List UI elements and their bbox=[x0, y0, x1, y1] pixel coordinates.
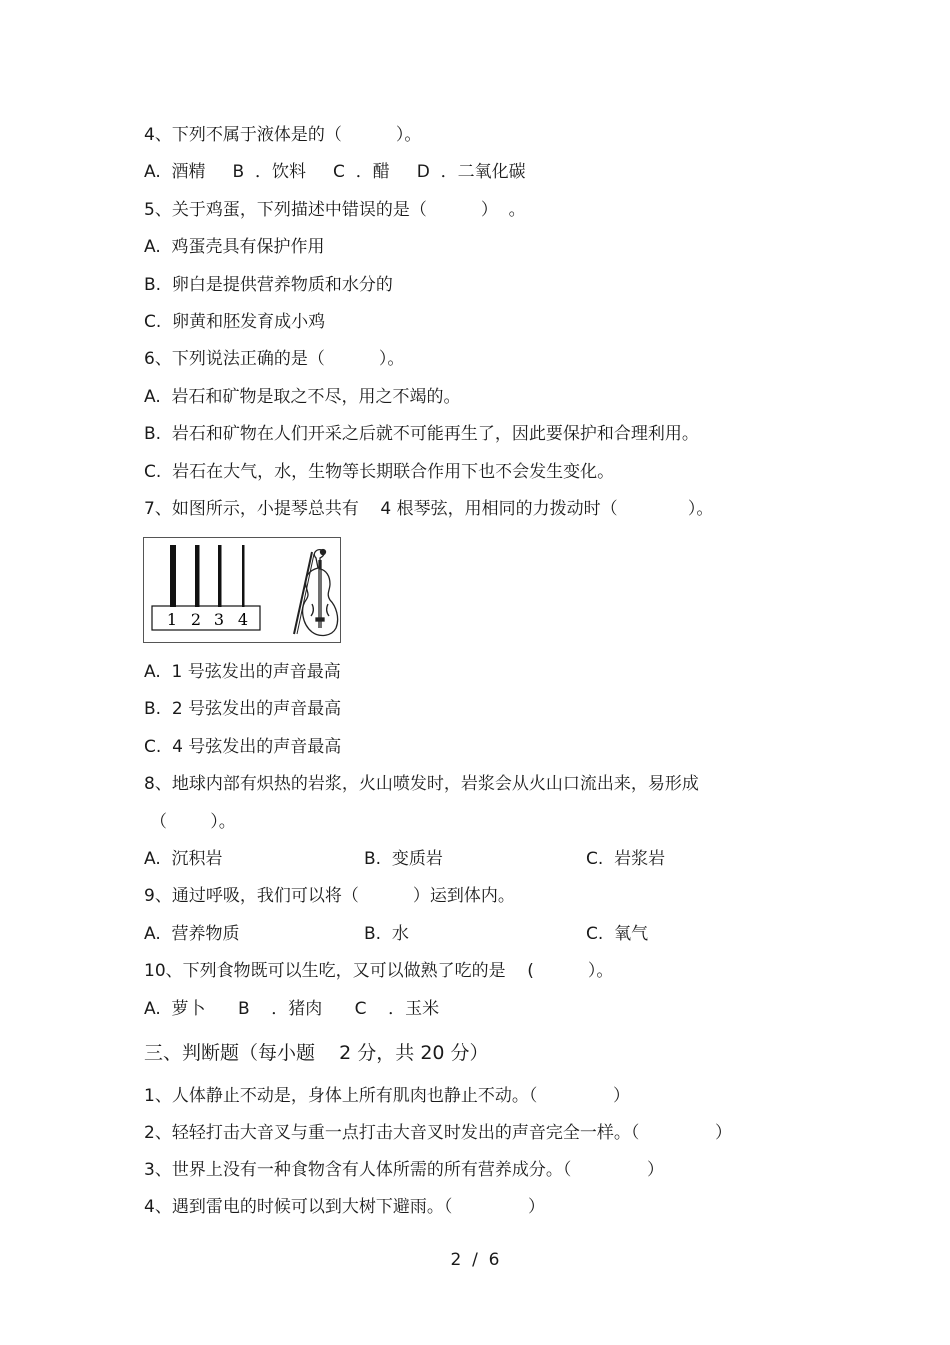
q5-option-b: B. 卵白是提供营养物质和水分的 bbox=[144, 275, 393, 295]
q10-options: A. 萝卜 B ．猪肉 C ．玉米 bbox=[144, 999, 440, 1019]
q4-stem: 4、下列不属于液体是的（ ）。 bbox=[144, 125, 422, 145]
violin-strings-illustration bbox=[144, 538, 340, 642]
q6-option-c: C. 岩石在大气，水，生物等长期联合作用下也不会发生变化。 bbox=[144, 462, 615, 482]
q6-stem: 6、下列说法正确的是（ ）。 bbox=[144, 349, 405, 369]
q5-option-a: A. 鸡蛋壳具有保护作用 bbox=[144, 237, 325, 257]
page-number: 2 / 6 bbox=[450, 1250, 500, 1270]
string-label-4: 4 bbox=[237, 610, 249, 629]
string-label-1: 1 bbox=[166, 610, 178, 629]
tf-item-1: 1、人体静止不动是，身体上所有肌肉也静止不动。（ ） bbox=[144, 1086, 630, 1106]
string-label-3: 3 bbox=[213, 610, 225, 629]
q4-options: A. 酒精 B ．饮料 C ．醋 D ．二氧化碳 bbox=[144, 162, 526, 182]
violin-strings-figure bbox=[143, 537, 341, 643]
violin-icon bbox=[294, 550, 338, 636]
q7-option-c: C. 4 号弦发出的声音最高 bbox=[144, 737, 342, 757]
q9-option-b: B. 水 bbox=[364, 924, 409, 944]
q7-option-b: B. 2 号弦发出的声音最高 bbox=[144, 699, 342, 719]
string-4 bbox=[242, 545, 245, 607]
string-2 bbox=[195, 545, 200, 607]
q8-option-b: B. 变质岩 bbox=[364, 849, 443, 869]
q10-stem: 10、下列食物既可以生吃，又可以做熟了吃的是 ( ）。 bbox=[144, 961, 614, 981]
q5-option-c: C. 卵黄和胚发育成小鸡 bbox=[144, 312, 326, 332]
tf-item-4: 4、遇到雷电的时候可以到大树下避雨。（ ） bbox=[144, 1197, 545, 1217]
q7-stem: 7、如图所示，小提琴总共有 4 根琴弦，用相同的力拨动时（ ）。 bbox=[144, 499, 714, 519]
q8-option-c: C. 岩浆岩 bbox=[586, 849, 666, 869]
tf-item-3: 3、世界上没有一种食物含有人体所需的所有营养成分。（ ） bbox=[144, 1160, 664, 1180]
q8-option-a: A. 沉积岩 bbox=[144, 849, 223, 869]
q8-stem: 8、地球内部有炽热的岩浆，火山喷发时，岩浆会从火山口流出来，易形成 bbox=[144, 774, 699, 794]
q6-option-a: A. 岩石和矿物是取之不尽，用之不竭的。 bbox=[144, 387, 461, 407]
string-3 bbox=[218, 545, 222, 607]
q9-option-c: C. 氧气 bbox=[586, 924, 649, 944]
q8-stem-continued: （ ）。 bbox=[150, 812, 236, 832]
q5-stem: 5、关于鸡蛋，下列描述中错误的是（ ） 。 bbox=[144, 200, 526, 220]
q7-option-a: A. 1 号弦发出的声音最高 bbox=[144, 662, 341, 682]
q9-option-a: A. 营养物质 bbox=[144, 924, 240, 944]
section-title: 三、判断题（每小题 2 分，共 20 分） bbox=[144, 1042, 489, 1064]
string-1 bbox=[170, 545, 176, 607]
q6-option-b: B. 岩石和矿物在人们开采之后就不可能再生了，因此要保护和合理利用。 bbox=[144, 424, 699, 444]
tf-item-2: 2、轻轻打击大音叉与重一点打击大音叉时发出的声音完全一样。（ ） bbox=[144, 1123, 732, 1143]
string-label-2: 2 bbox=[190, 610, 202, 629]
q9-stem: 9、通过呼吸，我们可以将（ ）运到体内。 bbox=[144, 886, 515, 906]
